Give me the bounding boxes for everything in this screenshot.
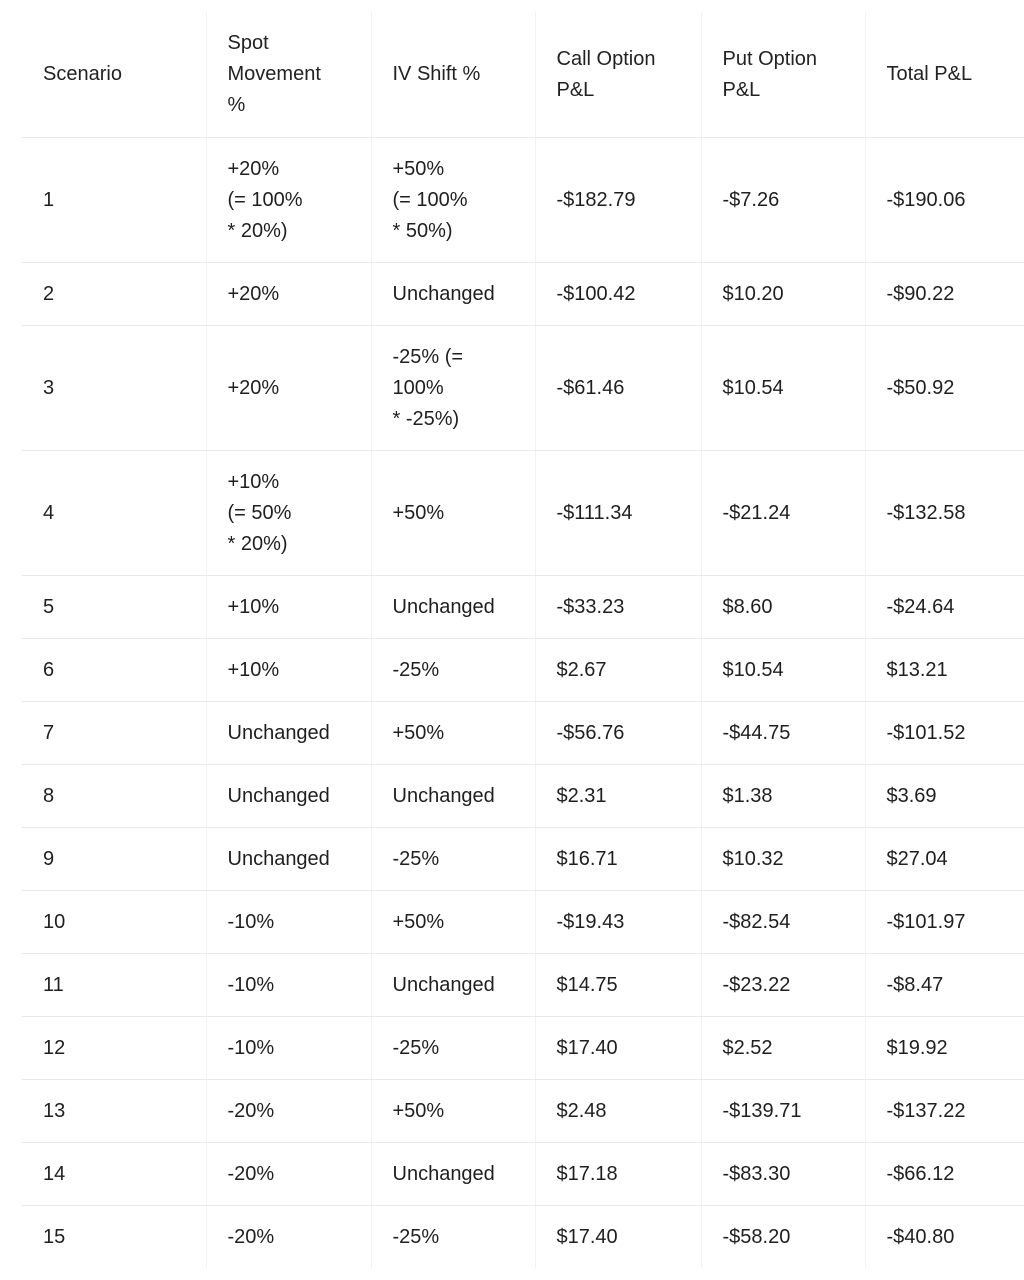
cell-scenario: 15	[43, 1225, 66, 1248]
table-header	[22, 12, 1024, 138]
scenario-pnl-table-container	[22, 12, 1024, 1268]
cell-iv-shift: -25%	[371, 1017, 535, 1080]
cell-put-option-pnl: -$44.75	[701, 702, 865, 765]
cell-scenario: 11	[22, 954, 206, 1017]
cell-spot-movement: +20%	[206, 326, 371, 451]
cell-spot-movement: Unchanged	[206, 702, 371, 765]
cell-put-option-pnl: $1.38	[701, 765, 865, 828]
header-scenario: Scenario	[22, 12, 206, 138]
table-row	[22, 828, 1024, 891]
table-row	[22, 263, 1024, 326]
table-row	[22, 702, 1024, 765]
cell-put-option-pnl: -$82.54	[701, 891, 865, 954]
header-put-option-pnl: Put Option P&L	[701, 12, 865, 138]
cell-total-pnl: -$40.80	[865, 1206, 1024, 1269]
cell-scenario: 4	[22, 451, 206, 576]
cell-spot-movement: +10% (= 50% * 20%)	[206, 451, 371, 576]
table-body	[22, 138, 1024, 1269]
cell-put-option-pnl: $8.60	[701, 576, 865, 639]
cell-spot-movement: -10%	[206, 891, 371, 954]
cell-scenario: 6	[22, 639, 206, 702]
cell-iv-shift: Unchanged	[371, 576, 535, 639]
header-row	[22, 12, 1024, 138]
cell-put-option-pnl: -$7.26	[701, 138, 865, 263]
table-row	[22, 1080, 1024, 1143]
cell-scenario: 3	[22, 326, 206, 451]
cell-iv-shift: +50%	[371, 702, 535, 765]
cell-put-option-pnl: -$23.22	[701, 954, 865, 1017]
cell-scenario: 2	[22, 263, 206, 326]
cell-iv-shift: +50% (= 100% * 50%)	[371, 138, 535, 263]
cell-put-option-pnl: -$58.20	[701, 1206, 865, 1269]
table-row	[22, 1206, 1024, 1269]
cell-call-option-pnl: -$100.42	[535, 263, 701, 326]
header-call-option-pnl: Call Option P&L	[535, 12, 701, 138]
cell-spot-movement: +10%	[206, 576, 371, 639]
cell-scenario: 1	[22, 138, 206, 263]
cell-iv-shift: Unchanged	[371, 765, 535, 828]
table-row	[22, 451, 1024, 576]
table-row	[22, 639, 1024, 702]
cell-iv-shift: -25%	[371, 639, 535, 702]
cell-iv-shift: Unchanged	[371, 263, 535, 326]
cell-call-option-pnl: -$182.79	[535, 138, 701, 263]
cell-iv-shift: +50%	[371, 891, 535, 954]
cell-spot-movement: +10%	[206, 639, 371, 702]
table-row	[22, 765, 1024, 828]
cell-iv-shift: +50%	[371, 451, 535, 576]
cell-scenario: 12	[22, 1017, 206, 1080]
cell-spot-movement: -20%	[206, 1143, 371, 1206]
cell-spot-movement: -20%	[206, 1206, 371, 1269]
cell-total-pnl: -$137.22	[865, 1080, 1024, 1143]
cell-total-pnl: -$66.12	[865, 1143, 1024, 1206]
cell-put-option-pnl: -$21.24	[701, 451, 865, 576]
cell-total-pnl: -$101.52	[865, 702, 1024, 765]
cell-put-option-pnl: -$83.30	[701, 1143, 865, 1206]
table-row	[22, 326, 1024, 451]
cell-call-option-pnl: $2.48	[535, 1080, 701, 1143]
cell-iv-shift: +50%	[371, 1080, 535, 1143]
cell-put-option-pnl: $10.54	[701, 639, 865, 702]
cell-scenario: 7	[22, 702, 206, 765]
cell-call-option-pnl: $2.31	[535, 765, 701, 828]
cell-total-pnl: $27.04	[865, 828, 1024, 891]
cell-scenario: 8	[22, 765, 206, 828]
header-total-pnl: Total P&L	[865, 12, 1024, 138]
header-spot-movement: Spot Movement %	[206, 12, 371, 138]
cell-spot-movement: +20% (= 100% * 20%)	[206, 138, 371, 263]
cell-spot-movement: -10%	[206, 1017, 371, 1080]
cell-total-pnl: -$132.58	[865, 451, 1024, 576]
cell-iv-shift: Unchanged	[371, 954, 535, 1017]
table-row	[22, 1143, 1024, 1206]
cell-put-option-pnl: $10.54	[701, 326, 865, 451]
cell-call-option-pnl: -$111.34	[535, 451, 701, 576]
cell-call-option-pnl: $17.40	[535, 1017, 701, 1080]
cell-put-option-pnl: $2.52	[701, 1017, 865, 1080]
cell-total-pnl: -$50.92	[865, 326, 1024, 451]
cell-call-option-pnl: $16.71	[535, 828, 701, 891]
table-row	[22, 1017, 1024, 1080]
cell-iv-shift: -25%	[371, 828, 535, 891]
cell-total-pnl: $13.21	[865, 639, 1024, 702]
cell-iv-shift: -25% (= 100% * -25%)	[371, 326, 535, 451]
cell-scenario: 13	[22, 1080, 206, 1143]
cell-call-option-pnl: -$19.43	[535, 891, 701, 954]
cell-scenario: 14	[22, 1143, 206, 1206]
table-row	[22, 138, 1024, 263]
cell-put-option-pnl: $10.32	[701, 828, 865, 891]
cell-call-option-pnl: $17.18	[535, 1143, 701, 1206]
cell-call-option-pnl: -$56.76	[535, 702, 701, 765]
table-row	[22, 954, 1024, 1017]
cell-call-option-pnl: -$61.46	[535, 326, 701, 451]
cell-put-option-pnl: $10.20	[701, 263, 865, 326]
cell-call-option-pnl: $17.40	[535, 1206, 701, 1269]
cell-scenario: 9	[22, 828, 206, 891]
cell-total-pnl: -$101.97	[865, 891, 1024, 954]
cell-call-option-pnl: $2.67	[535, 639, 701, 702]
cell-total-pnl: -$190.06	[865, 138, 1024, 263]
cell-total-pnl: $19.92	[865, 1017, 1024, 1080]
cell-call-option-pnl: $14.75	[535, 954, 701, 1017]
cell-spot-movement: -20%	[206, 1080, 371, 1143]
cell-spot-movement: Unchanged	[206, 828, 371, 891]
scenario-pnl-table	[22, 12, 1024, 1268]
cell-total-pnl: -$90.22	[865, 263, 1024, 326]
cell-spot-movement: -10%	[206, 954, 371, 1017]
cell-call-option-pnl: -$33.23	[535, 576, 701, 639]
cell-scenario: 10	[22, 891, 206, 954]
header-iv-shift: IV Shift %	[371, 12, 535, 138]
table-row	[22, 576, 1024, 639]
cell-iv-shift: Unchanged	[371, 1143, 535, 1206]
cell-total-pnl: -$24.64	[865, 576, 1024, 639]
cell-spot-movement: Unchanged	[206, 765, 371, 828]
cell-total-pnl: -$8.47	[865, 954, 1024, 1017]
cell-scenario: 5	[22, 576, 206, 639]
cell-iv-shift: -25%	[371, 1206, 535, 1269]
cell-spot-movement: +20%	[206, 263, 371, 326]
cell-put-option-pnl: -$139.71	[701, 1080, 865, 1143]
table-row	[22, 891, 1024, 954]
cell-total-pnl: $3.69	[865, 765, 1024, 828]
